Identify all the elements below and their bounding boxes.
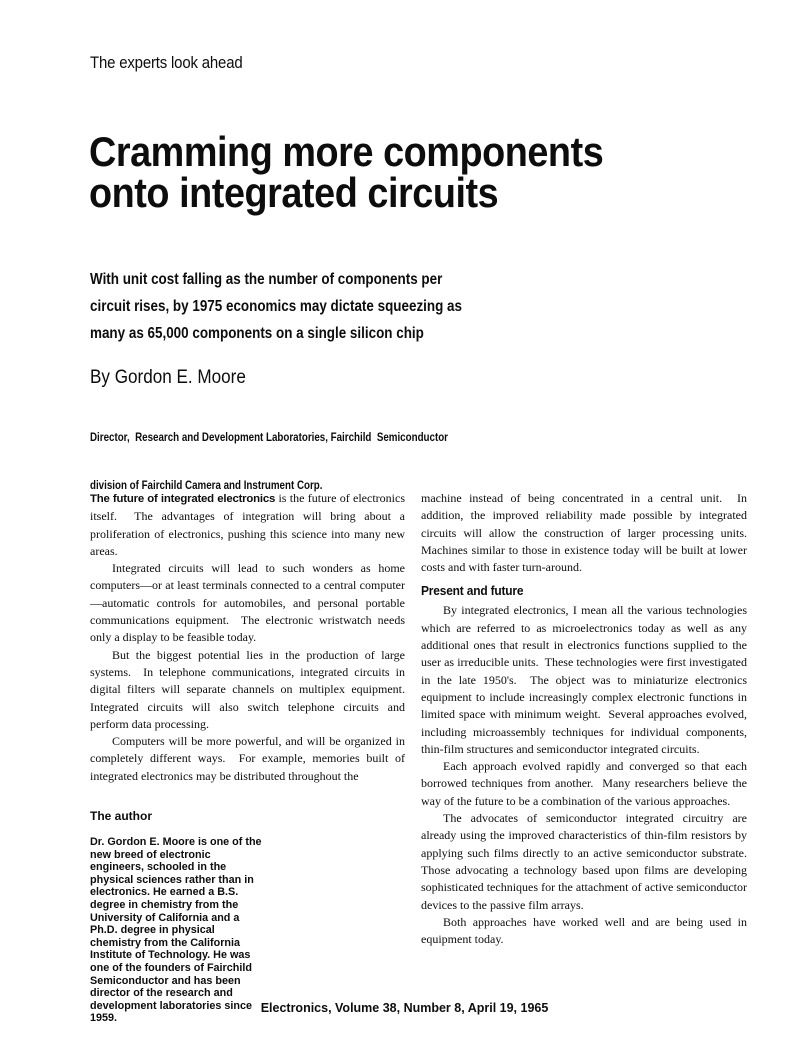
lead-paragraph-text: is the future of electronics itself. The advantages of integration will bring about a proliferation of electronics, pushing this science into many new areas. [90,491,408,558]
section-heading-present-and-future: Present and future [421,583,524,599]
right-column [421,490,753,948]
affiliation-line-1: Director, Research and Development Laboratories, Fairchild Semiconductor [90,432,448,444]
kicker: The experts look ahead [90,53,243,72]
byline: By Gordon E. Moore [90,367,246,388]
author-box-heading: The author [90,809,152,824]
continuation-paragraph: machine instead of being concentrated in a central unit. In addition, the improved reliability made possible by integrated circuits will allow the construction of larger processing units. Machines similar to those in existence today will be built at lower costs and with faster turn-around. [421,491,753,575]
article-title-line-2: onto integrated circuits [89,169,499,216]
subtitle-line-2: circuit rises, by 1975 economics may dictate squeezing as [90,298,463,315]
article-title-line-1: Cramming more components [89,128,604,175]
affiliation-line-2: division of Fairchild Camera and Instrument Corp. [90,480,323,492]
left-column [90,490,411,1025]
article-subtitle [90,266,462,347]
lead-paragraph-bold-intro: The future of integrated electronics [90,493,276,505]
subtitle-line-1: With unit cost falling as the number of components per [90,271,443,288]
body-paragraph: The advocates of semiconductor integrated circuitry are already using the improved characteristics of thin-film resistors by applying such films directly to an active semiconductor substrate. Those advocating a technology based upon films are developing sophisticated techniques for the attachment of active semiconductor devices to the passive film arrays. [421,811,753,912]
body-paragraph: Integrated circuits will lead to such wonders as home computers—or at least terminals connected to a central computer—automatic controls for automobiles, and personal portable communications equipment. The electronic wristwatch needs only a display to be feasible today. [90,561,408,645]
article-title [89,128,604,216]
body-paragraph: But the biggest potential lies in the production of large systems. In telephone communications, integrated circuits in digital filters will separate channels on multiplex equipment. Integrated circuits will also switch telephone circuits and perform data processing. [90,647,411,731]
subtitle-line-3: many as 65,000 components on a single silicon chip [90,325,424,342]
lead-paragraph [90,490,408,560]
author-box-bio: Dr. Gordon E. Moore is one of the new breed of electronic engineers, schooled in the physical sciences rather than in electronics. He earned a B.S. degree in chemistry from the University of California and a Ph.D. degree in physical chemistry from the California Institute of Technology. He was one of the founders of Fairchild Semiconductor and has been director of the research and development laboratories since 1959. [90,836,262,1025]
journal-citation: Electronics, Volume 38, Number 8, April 19, 1965 [260,1001,549,1015]
body-paragraph: By integrated electronics, I mean all the various technologies which are referred to as microelectronics today as well as any additional ones that result in electronics functions supplied to the user as irreducible units. These technologies were first investigated in the late 1950's. The object was to miniaturize electronics equipment to include increasingly complex electronic functions in limited space with minimum weight. Several approaches evolved, including microassembly techniques for individual components, thin-film structures and semiconductor integrated circuits. [421,603,750,756]
body-paragraph: Each approach evolved rapidly and converged so that each borrowed techniques from another. Many researchers believe the way of the future to be a combination of the various approaches. [421,759,750,808]
body-paragraph: Both approaches have worked well and are being used in equipment today. [421,914,750,947]
author-box [90,809,266,1025]
body-paragraph: Computers will be more powerful, and will be organized in completely different ways. For example, memories built of integrated electronics may be distributed throughout the [90,734,408,783]
